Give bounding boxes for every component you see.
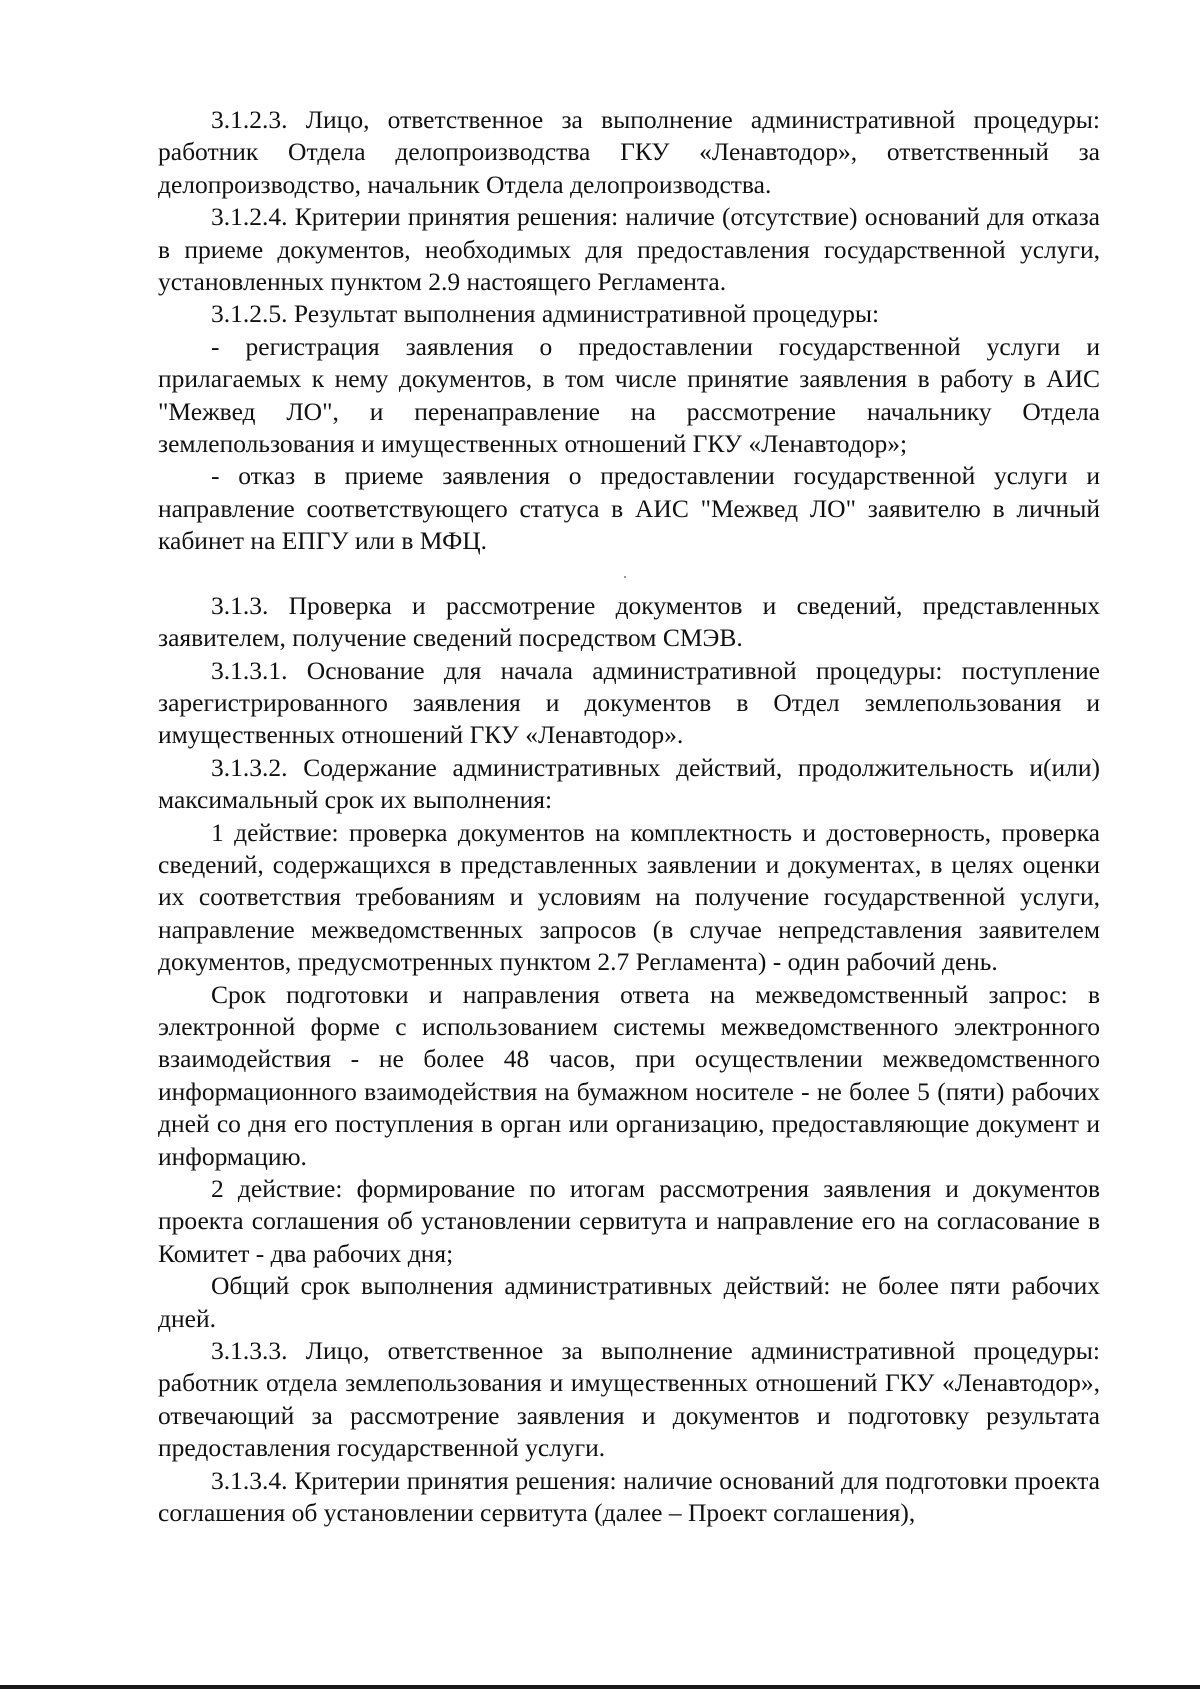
- paragraph-3-1-3-4: 3.1.3.4. Критерии принятия решения: наличие оснований для подготовки проекта соглашения об установлении сервитута (далее – Проект соглашения),: [158, 1465, 1100, 1528]
- paragraph-3-1-2-3: 3.1.2.3. Лицо, ответственное за выполнение административной процедуры: работник Отдела делопроизводства ГКУ «Ленавтодор», ответственный за делопроизводство, начальник Отдела делопроизводства.: [158, 105, 1100, 199]
- paragraph-3-1-3-2: 3.1.3.2. Содержание административных действий, продолжительность и(или) максимальный срок их выполнения:: [158, 752, 1100, 815]
- paragraph-action-1: 1 действие: проверка документов на комплектность и достоверность, проверка сведений, содержащихся в представленных заявлении и документах, в целях оценки их соответствия требованиям и условиям на получение государственной услуги, направление межведомственных запросов (в случае непредставления заявителем документов, предусмотренных пунктом 2.7 Регламента) - один рабочий день.: [158, 817, 1100, 977]
- paragraph-3-1-2-4: 3.1.2.4. Критерии принятия решения: наличие (отсутствие) оснований для отказа в приеме документов, необходимых для предоставления государственной услуги, установленных пунктом 2.9 настоящего Регламента.: [158, 202, 1100, 297]
- scan-speck: [624, 576, 626, 578]
- paragraph-3-1-3-3: 3.1.3.3. Лицо, ответственное за выполнение административной процедуры: работник отдела землепользования и имущественных отношений ГКУ «Ленавтодор», отвечающий за рассмотрение заявления и документов и подготовку результата предоставления государственной услуги.: [158, 1336, 1100, 1463]
- paragraph-result-registration: - регистрация заявления о предоставлении государственной услуги и прилагаемых к нему документов, в том числе принятие заявления в работу в АИС "Межвед ЛО", и перенаправление на рассмотрение начальнику Отдела землепользования и имущественных отношений ГКУ «Ленавтодор»;: [158, 331, 1100, 459]
- paragraph-action-2: 2 действие: формирование по итогам рассмотрения заявления и документов проекта соглашения об установлении сервитута и направление его на согласование в Комитет - два рабочих дня;: [158, 1174, 1100, 1268]
- document-page: [158, 104, 1100, 1529]
- paragraph-total-deadline: Общий срок выполнения административных действий: не более пяти рабочих дней.: [158, 1271, 1100, 1333]
- paragraph-3-1-2-5: 3.1.2.5. Результат выполнения административной процедуры:: [211, 299, 880, 329]
- scan-bottom-edge: [0, 1685, 1200, 1689]
- paragraph-3-1-3: 3.1.3. Проверка и рассмотрение документов и сведений, представленных заявителем, получение сведений посредством СМЭВ.: [158, 590, 1100, 653]
- paragraph-3-1-3-1: 3.1.3.1. Основание для начала административной процедуры: поступление зарегистрированного заявления и документов в Отдел землепользования и имущественных отношений ГКУ «Ленавтодор».: [158, 655, 1100, 750]
- paragraph-response-deadline: Срок подготовки и направления ответа на межведомственный запрос: в электронной форме с использованием системы межведомственного электронного взаимодействия - не более 48 часов, при осуществлении межведомственного информационного взаимодействия на бумажном носителе - не более 5 (пяти) рабочих дней со дня его поступления в орган или организацию, предоставляющие документ и информацию.: [158, 979, 1100, 1171]
- paragraph-result-refusal: - отказ в приеме заявления о предоставлении государственной услуги и направление соответствующего статуса в АИС "Межвед ЛО" заявителю в личный кабинет на ЕПГУ или в МФЦ.: [158, 461, 1100, 556]
